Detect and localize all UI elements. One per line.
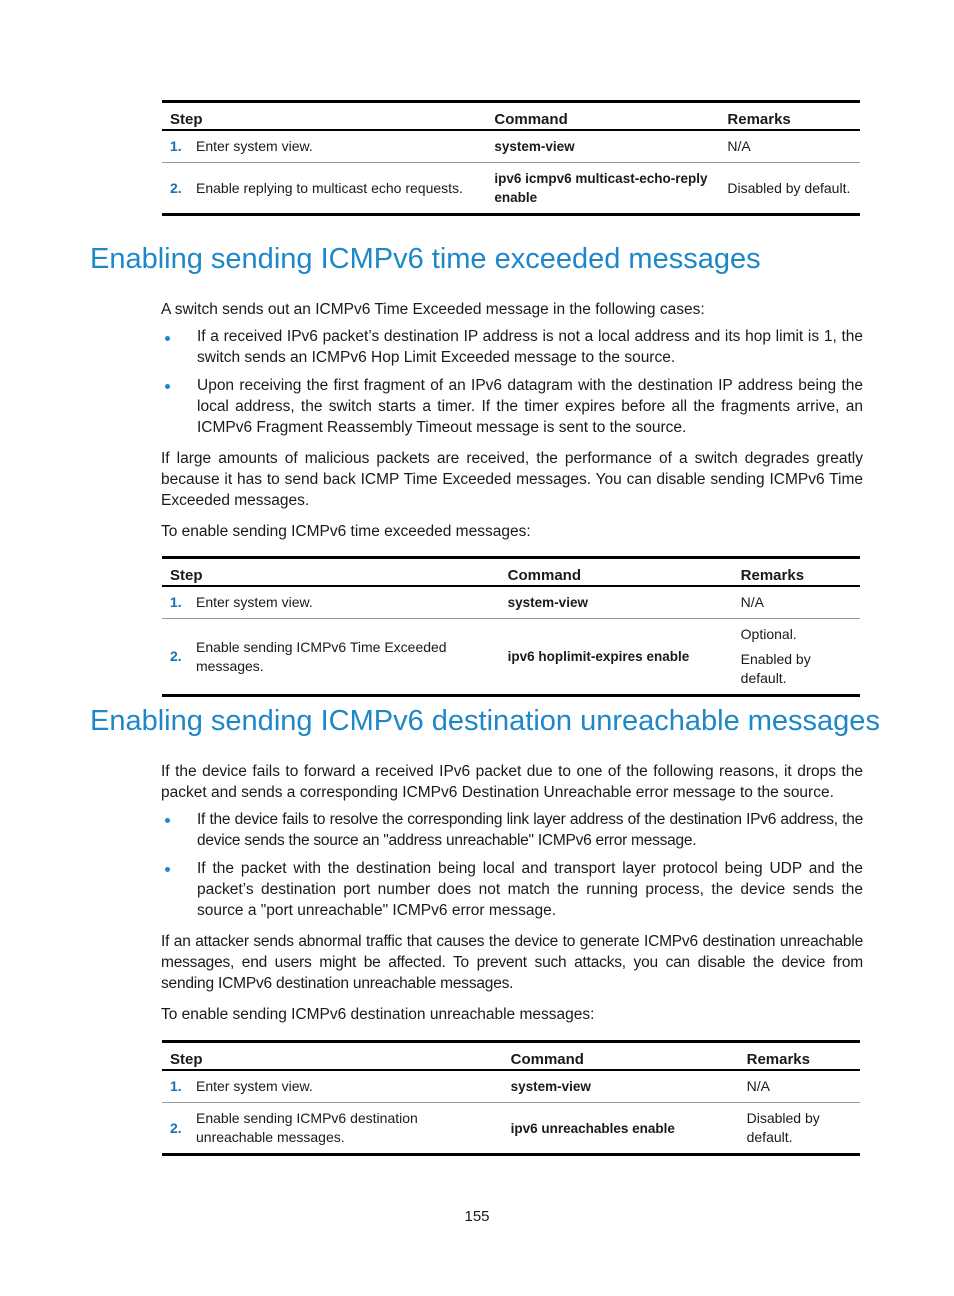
- step-desc: Enter system view.: [188, 1070, 503, 1103]
- command: ipv6 hoplimit-expires enable: [507, 649, 690, 664]
- table-row: [162, 1103, 860, 1155]
- table-row: [162, 163, 860, 215]
- intro-text: If the device fails to forward a received IPv6 packet due to one of the following reasons, it drops the packet and sends a corresponding ICMPv6 Destination Unreachable error message to the source.: [161, 763, 863, 801]
- command: ipv6 unreachables enable: [510, 1120, 675, 1136]
- section-title-time-exceeded: Enabling sending ICMPv6 time exceeded messages: [90, 243, 761, 275]
- command: system-view: [486, 130, 719, 163]
- bullet-dot: [165, 384, 170, 389]
- remarks: Disabled by default.: [727, 179, 851, 196]
- table-row: [162, 586, 860, 619]
- bullet-item: If the device fails to resolve the corresponding link layer address of the destination IPv6 address, the device sends the source an "address unreachable" ICMPv6 error message.: [197, 811, 863, 849]
- section-title-dest-unreachable: Enabling sending ICMPv6 destination unreachable messages: [90, 705, 880, 737]
- step-desc: Enable sending ICMPv6 Time Exceeded messages.: [196, 638, 447, 674]
- step-number: 2.: [170, 1119, 182, 1136]
- remarks: N/A: [719, 130, 860, 163]
- page-number: 155: [464, 1208, 490, 1225]
- col-command: Command: [500, 558, 733, 587]
- bullet-item: If the packet with the destination being local and transport layer protocol being UDP and the packet’s destination port number does not match the running process, the device sends the source a "port unreachable" ICMPv6 error message.: [197, 860, 863, 919]
- table-lead-in: To enable sending ICMPv6 destination unreachable messages:: [161, 1006, 595, 1023]
- bullet-dot: [165, 818, 170, 823]
- step-number: 1.: [162, 130, 188, 163]
- bullet-dot: [165, 336, 170, 341]
- col-command: Command: [503, 1042, 739, 1071]
- col-remarks: Remarks: [739, 1042, 860, 1071]
- table-multicast-echo: [162, 100, 860, 216]
- body-paragraph: If an attacker sends abnormal traffic that causes the device to generate ICMPv6 destination unreachable messages, end users might be affected. To prevent such attacks, you can disable the device from sending ICMPv6 destination unreachable messages.: [161, 933, 863, 992]
- step-desc: Enable replying to multicast echo requests.: [196, 179, 463, 196]
- table-row: [162, 130, 860, 163]
- table-row: [162, 619, 860, 696]
- remarks: [733, 619, 860, 696]
- step-number: 1.: [162, 1070, 188, 1103]
- col-remarks: Remarks: [719, 102, 860, 131]
- col-step: Step: [162, 558, 500, 587]
- command: ipv6 icmpv6 multicast-echo-reply enable: [494, 171, 708, 205]
- table-time-exceeded: [162, 556, 860, 697]
- table-row: [162, 1070, 860, 1103]
- table-dest-unreachable: [162, 1040, 860, 1156]
- command: system-view: [503, 1070, 739, 1103]
- intro-text: A switch sends out an ICMPv6 Time Exceeded message in the following cases:: [161, 301, 705, 318]
- step-desc: Enable sending ICMPv6 destination unreachable messages.: [196, 1110, 418, 1145]
- remarks-line: Optional.: [740, 626, 797, 642]
- col-step: Step: [162, 102, 486, 131]
- step-desc: Enter system view.: [188, 586, 500, 619]
- step-number: 2.: [170, 648, 182, 664]
- col-command: Command: [486, 102, 719, 131]
- bullet-item: Upon receiving the first fragment of an IPv6 datagram with the destination IP address being the local address, the switch starts a timer. If the timer expires before all the fragments arrive, an ICMPv6 Fragment Reassembly Timeout message is sent to the source.: [197, 377, 863, 436]
- step-desc: Enter system view.: [188, 130, 486, 163]
- table-lead-in: To enable sending ICMPv6 time exceeded messages:: [161, 523, 531, 540]
- bullet-item: If a received IPv6 packet’s destination IP address is not a local address and its hop limit is 1, the switch sends an ICMPv6 Hop Limit Exceeded message to the source.: [197, 328, 863, 366]
- command: system-view: [500, 586, 733, 619]
- remarks: N/A: [733, 586, 860, 619]
- col-remarks: Remarks: [733, 558, 860, 587]
- remarks: Disabled by default.: [746, 1110, 820, 1145]
- remarks-line: Enabled by default.: [740, 651, 811, 686]
- body-paragraph: If large amounts of malicious packets are received, the performance of a switch degrades greatly because it has to send back ICMP Time Exceeded messages. You can disable sending ICMPv6 Time Exceeded messages.: [161, 450, 863, 509]
- bullet-dot: [165, 867, 170, 872]
- step-number: 1.: [162, 586, 188, 619]
- col-step: Step: [162, 1042, 503, 1071]
- step-number: 2.: [170, 179, 182, 196]
- remarks: N/A: [739, 1070, 860, 1103]
